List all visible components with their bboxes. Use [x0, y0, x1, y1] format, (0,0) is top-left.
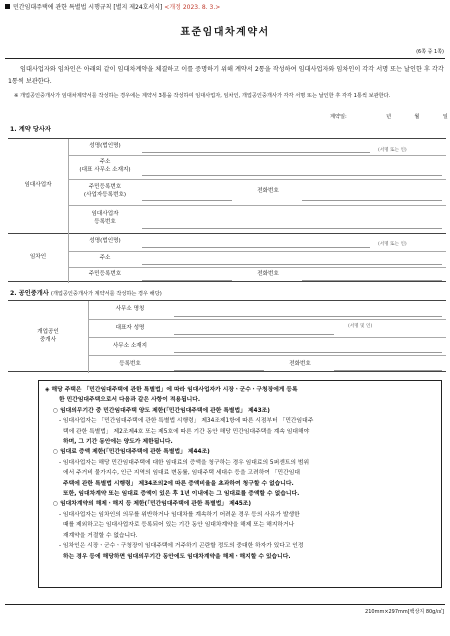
day-label: 일 — [442, 114, 448, 120]
notice-line: 재계약을 거절할 수 없습니다. — [63, 532, 138, 539]
notice-line: 또한, 임대차계약 또는 임대료 증액이 있은 후 1년 이내에는 그 임대료를 증액할 수 없습니다. — [63, 491, 300, 498]
notice-line: 하는 경우 등에 해당하면 임대의무기간 동안에도 임대차계약을 해제ㆍ해지할 수 있습니다. — [63, 553, 291, 560]
page-number: (6쪽 중 1쪽) — [416, 49, 444, 55]
revision-text: <개정 2023. 8. 3.> — [164, 4, 221, 11]
broker-label-line2: 중개사 — [39, 337, 57, 343]
notice-line: 하며, 그 기간 동안에는 양도가 제한됩니다. — [63, 439, 173, 446]
lessor-label: 임대사업자 — [24, 182, 52, 189]
broker-label-line1: 개업공인 — [37, 329, 59, 336]
notice-line: 택에 관한 특별법」 제2조제4호 또는 제5호에 따른 기간 동안 해당 민간임대주택을 계속 임대해야 — [63, 428, 310, 435]
notice-line: 때를 제외하고는 임대사업자로 등록되어 있는 기간 동안 임대차계약을 해제 또는 해지하거나 — [63, 522, 295, 529]
paper-spec: 210mm×297mm[백상지 80g/㎡] — [365, 609, 444, 615]
square-bullet-icon — [5, 4, 10, 9]
notice-line: 한 민간임대주택으로서 다음과 같은 사항이 적용됩니다. — [59, 397, 201, 404]
lessee-address-label: 주소 — [99, 255, 111, 262]
broker-section-subtitle: (개업공인중개사가 계약서를 작성하는 경우 해당) — [50, 291, 162, 297]
notice-line: ○ 임대의무기간 중 민간임대주택 양도 제한(「민간임대주택에 관한 특별법」 제43조) — [53, 407, 270, 414]
notice-line: ○ 임대료 증액 제한(「민간임대주택에 관한 특별법」 제44조) — [53, 449, 210, 456]
lessor-name-field[interactable] — [142, 152, 370, 153]
broker-office-field[interactable] — [174, 316, 442, 317]
document-title: 표준임대차계약서 — [180, 27, 270, 38]
lessor-phone-label: 전화번호 — [257, 188, 279, 195]
lessee-phone-label: 전화번호 — [257, 271, 279, 278]
form-reference — [5, 4, 220, 12]
lessee-idno-field[interactable] — [142, 280, 232, 281]
lessor-address-field[interactable] — [142, 175, 442, 176]
lessor-regno-field[interactable] — [142, 228, 442, 229]
broker-rep-label: 대표자 성명 — [115, 324, 145, 331]
lessor-address-sub: (대표 사무소 소재지) — [79, 167, 131, 173]
lessee-phone-field[interactable] — [302, 280, 442, 281]
notice-line: - 임대사업자는 「민간임대주택에 관한 특별법 시행령」 제34조제1항에 따른 시점부터 「민간임대주 — [59, 418, 314, 425]
lessee-idno-label: 주민등록번호 — [88, 271, 122, 278]
broker-address-label: 사무소 소재지 — [112, 342, 148, 349]
notice-line: - 임차인은 시장ㆍ군수ㆍ구청장이 임대주택에 거주하기 곤란할 정도의 중대한 하자가 있다고 인정 — [59, 543, 304, 550]
notice-line: ◈ 해당 주택은 「민간임대주택에 관한 특별법」에 따라 임대사업자가 시장ㆍ군수ㆍ구청장에게 등록 — [45, 387, 298, 393]
broker-office-label: 사무소 명칭 — [115, 306, 145, 313]
lessor-idno-text: 주민등록번호 — [88, 184, 122, 191]
broker-table — [8, 300, 446, 372]
year-label: 년 — [386, 114, 392, 120]
broker-section-title: 2. 공인중개사 — [10, 290, 49, 297]
lessor-idno-label — [70, 180, 140, 204]
parties-table — [8, 138, 446, 282]
lessor-regno-text2: 등록번호 — [94, 219, 116, 225]
broker-label — [8, 301, 88, 373]
lessor-address-text: 주소 — [99, 159, 111, 166]
notice-line: ○ 임대차계약의 해제ㆍ해지 등 제한(「민간임대주택에 관한 특별법」 제45조) — [53, 501, 252, 508]
lessor-idno-sub: (사업자등록번호) — [83, 192, 127, 198]
notice-line: - 임대사업자는 임차인의 의무를 위반하거나 임대차를 계속하기 어려운 경우 등의 사유가 발생한 — [59, 511, 300, 518]
lessor-name-label: 성명(법인명) — [89, 143, 121, 150]
broker-phone-field[interactable] — [334, 370, 442, 371]
lessor-phone-field[interactable] — [302, 200, 442, 201]
intro-paragraph: 임대사업자와 임차인은 아래의 같이 임대차계약을 체결하고 이를 증명하기 위해 계약서 2통을 작성하여 임대사업자와 임차인이 각각 서명 또는 날인한 후 각각 1통씩 보관한다. — [8, 66, 444, 85]
broker-regno-label: 등록번호 — [119, 360, 141, 367]
section-title-broker — [10, 290, 162, 298]
footer-divider — [5, 604, 445, 605]
form-ref-text: 민간임대주택에 관한 특별법 시행규칙 [별지 제24호서식] — [13, 4, 163, 11]
lessee-address-field[interactable] — [142, 264, 442, 265]
title-divider — [5, 58, 445, 59]
lessee-name-field[interactable] — [142, 247, 370, 248]
contract-date — [330, 114, 448, 121]
month-label: 월 — [414, 114, 420, 120]
lessor-idno-field[interactable] — [142, 200, 232, 201]
broker-sign-hint: (서명 및 인) — [348, 324, 373, 329]
lessee-name-label: 성명(법인명) — [89, 238, 121, 245]
lessee-sign-hint: (서명 또는 인) — [378, 242, 407, 247]
broker-address-field[interactable] — [174, 352, 442, 353]
lessor-regno-label — [70, 206, 140, 232]
broker-phone-label: 전화번호 — [289, 360, 311, 367]
broker-note: ※ 개업공인중개사가 임대차계약서를 작성하는 경우에는 계약서 3통을 작성하여 임대사업자, 임차인, 개업공인중개사가 각각 서명 또는 날인한 후 각각 1통씩 보관한다. — [14, 93, 391, 99]
contract-date-label: 계약일: — [330, 114, 347, 120]
broker-rep-field[interactable] — [174, 334, 334, 335]
section-title-parties: 1. 계약 당사자 — [10, 126, 51, 133]
notice-line: 주택에 관한 특별법 시행령」 제34조의2에 따른 증액비율을 초과하여 청구할 수 없습니다. — [63, 480, 294, 487]
lessor-address-label — [70, 156, 140, 178]
notice-line: - 임대사업자는 해당 민간임대주택에 대한 임대료의 증액을 청구하는 경우 임대료의 5퍼센트의 범위 — [59, 459, 310, 466]
lessee-label: 임차인 — [29, 254, 47, 261]
lessor-sign-hint: (서명 또는 인) — [378, 148, 407, 153]
notice-box — [38, 380, 442, 588]
notice-line: 에서 주거비 물가지수, 인근 지역의 임대료 변동률, 임대주택 세대수 등을 고려하여 「민간임대 — [63, 470, 300, 477]
lessor-regno-text1: 임대사업자 — [91, 211, 119, 218]
broker-regno-field[interactable] — [174, 370, 264, 371]
